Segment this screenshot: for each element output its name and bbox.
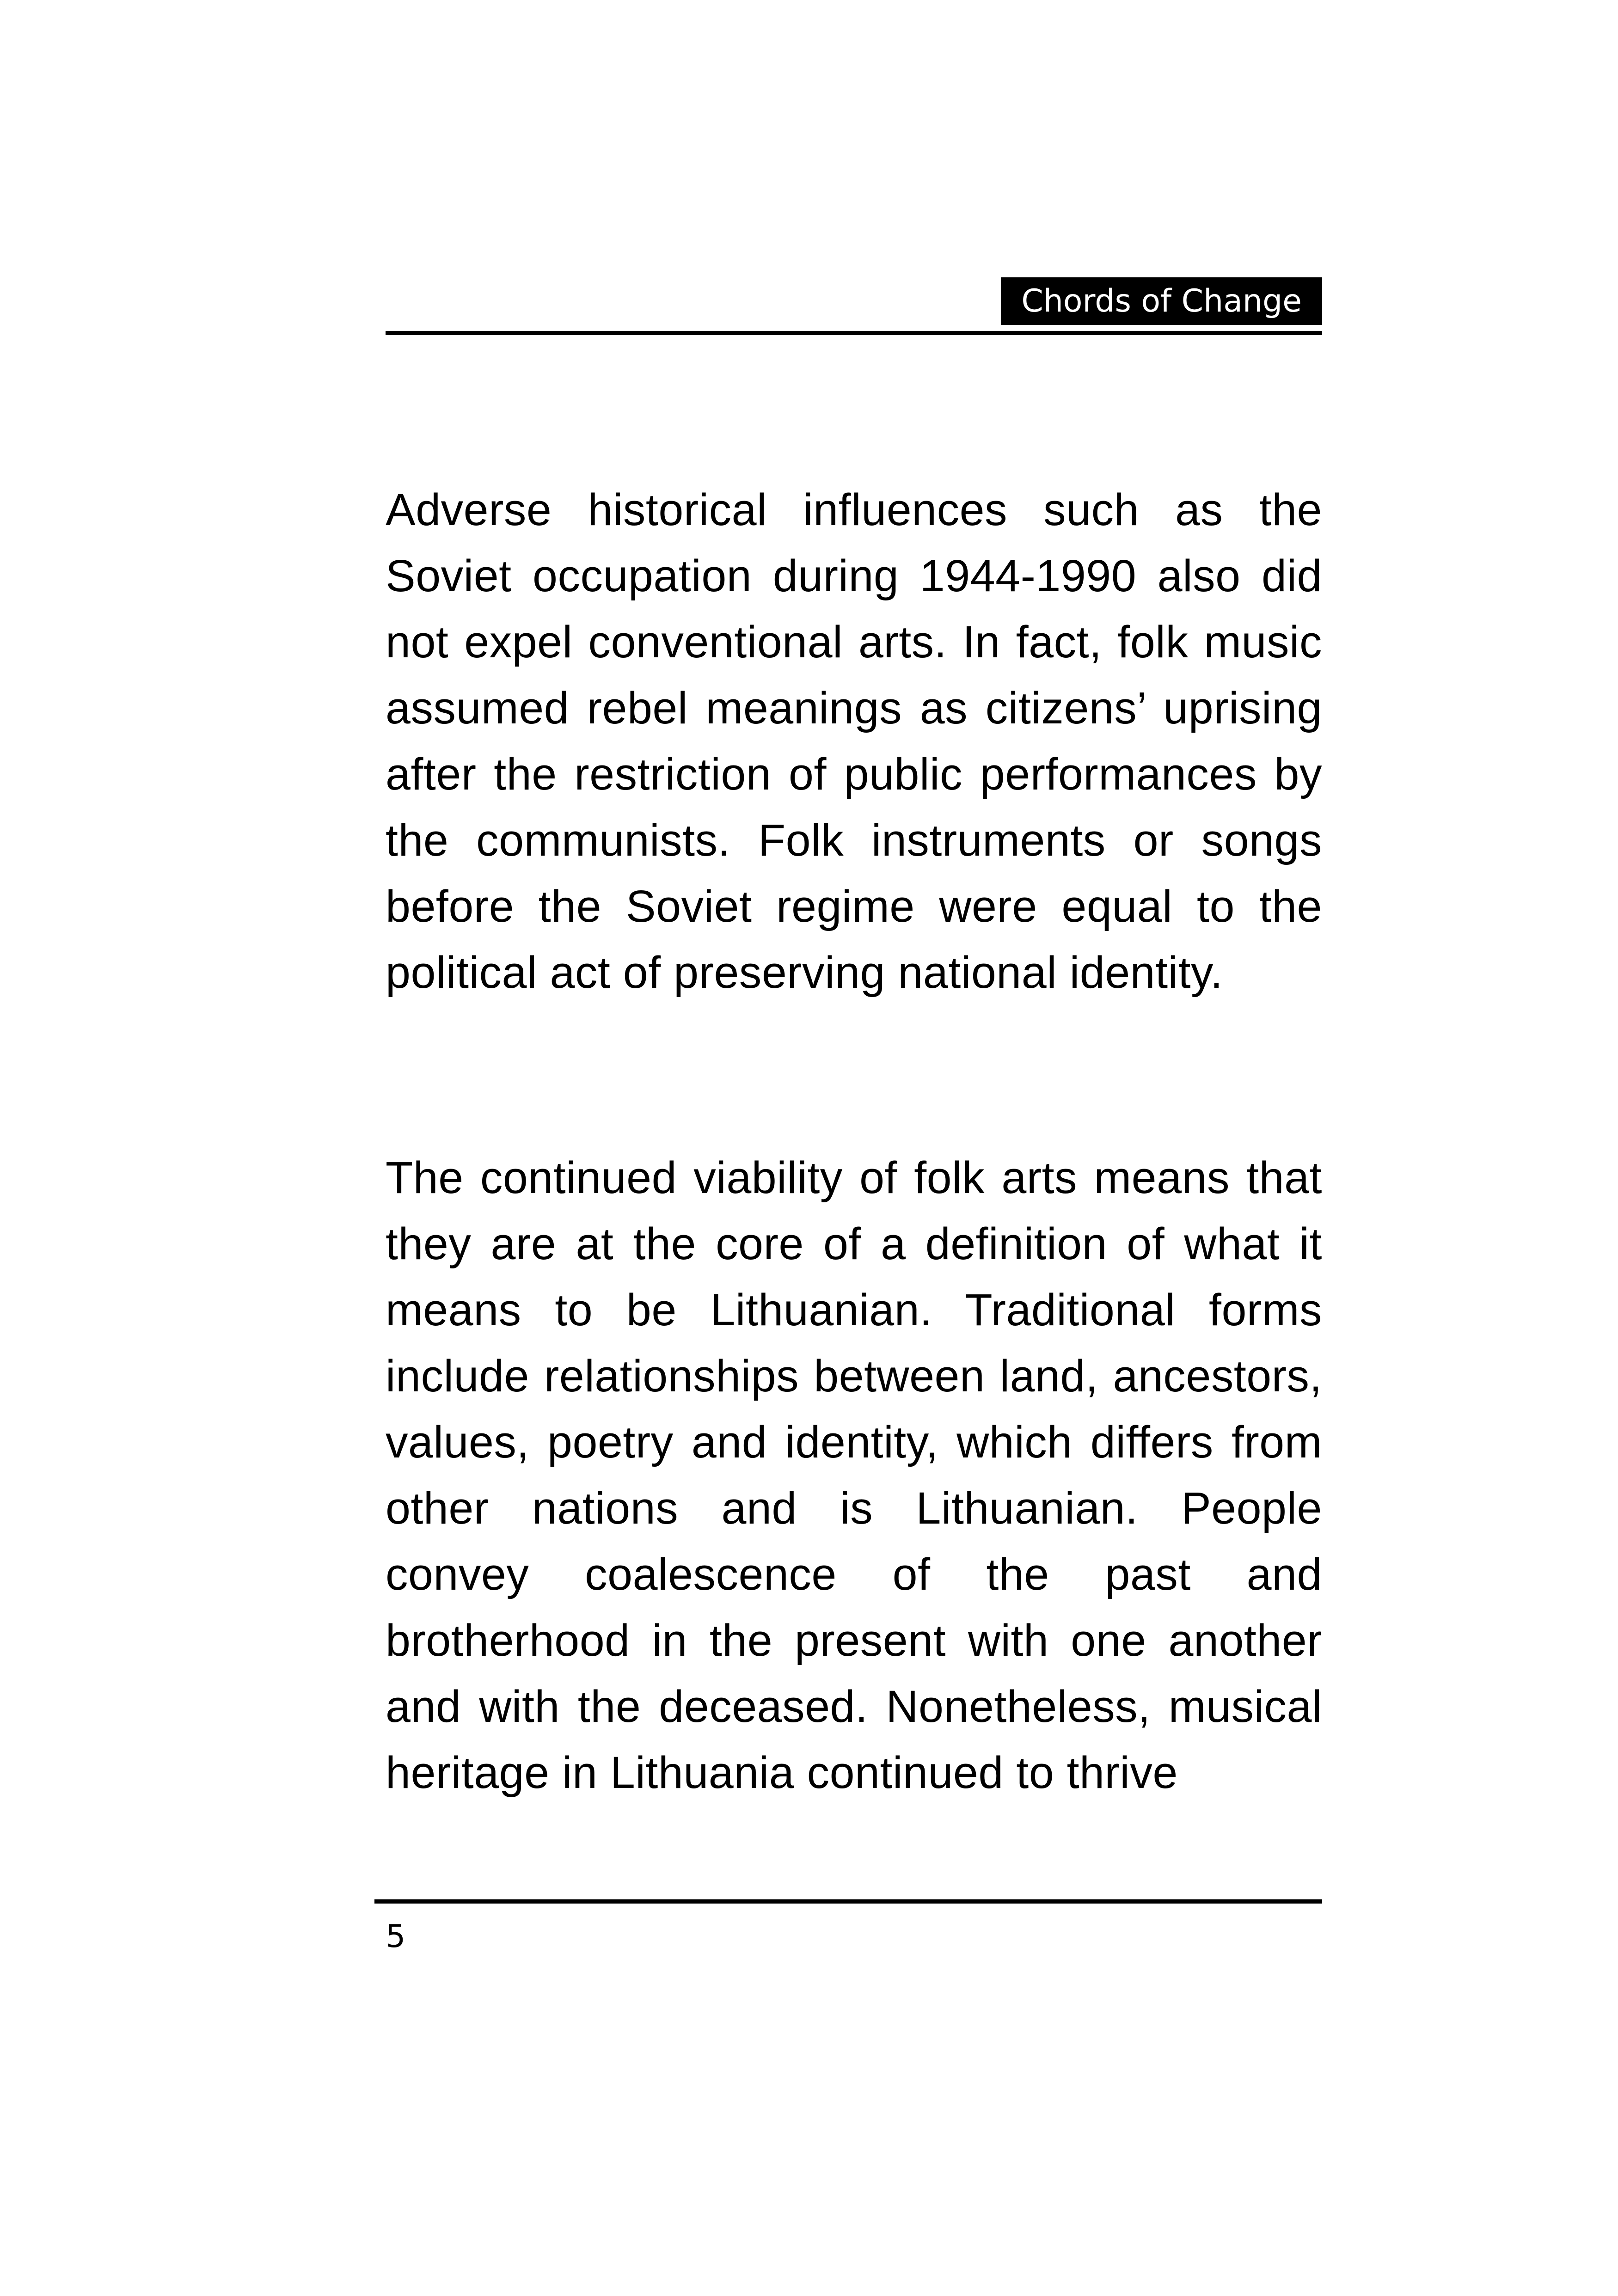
page-number: 5	[386, 1918, 406, 1955]
body-paragraph-2: The continued viability of folk arts means that they are at the core of a definition of what it means to be Lithuanian. Traditional forms include relationships between land, ancestors, values, poetry and identity, which differs from other nations and is Lithuanian. People convey coalescence of the past and brotherhood in the present with one another and with the deceased. Nonetheless, musical heritage in Lithuania continued to thrive	[386, 1152, 1322, 1798]
running-header-title: Chords of Change	[1001, 277, 1322, 325]
footer-divider	[374, 1899, 1322, 1904]
body-paragraph-1: Adverse historical influences such as the Soviet occupation during 1944-1990 also did not expel conventional arts. In fact, folk music assumed rebel meanings as citizens’ uprising after the restriction of public performances by the communists. Folk instruments or songs before the Soviet regime were equal to the political act of preserving national identity.	[386, 484, 1322, 998]
header-divider	[386, 331, 1322, 335]
